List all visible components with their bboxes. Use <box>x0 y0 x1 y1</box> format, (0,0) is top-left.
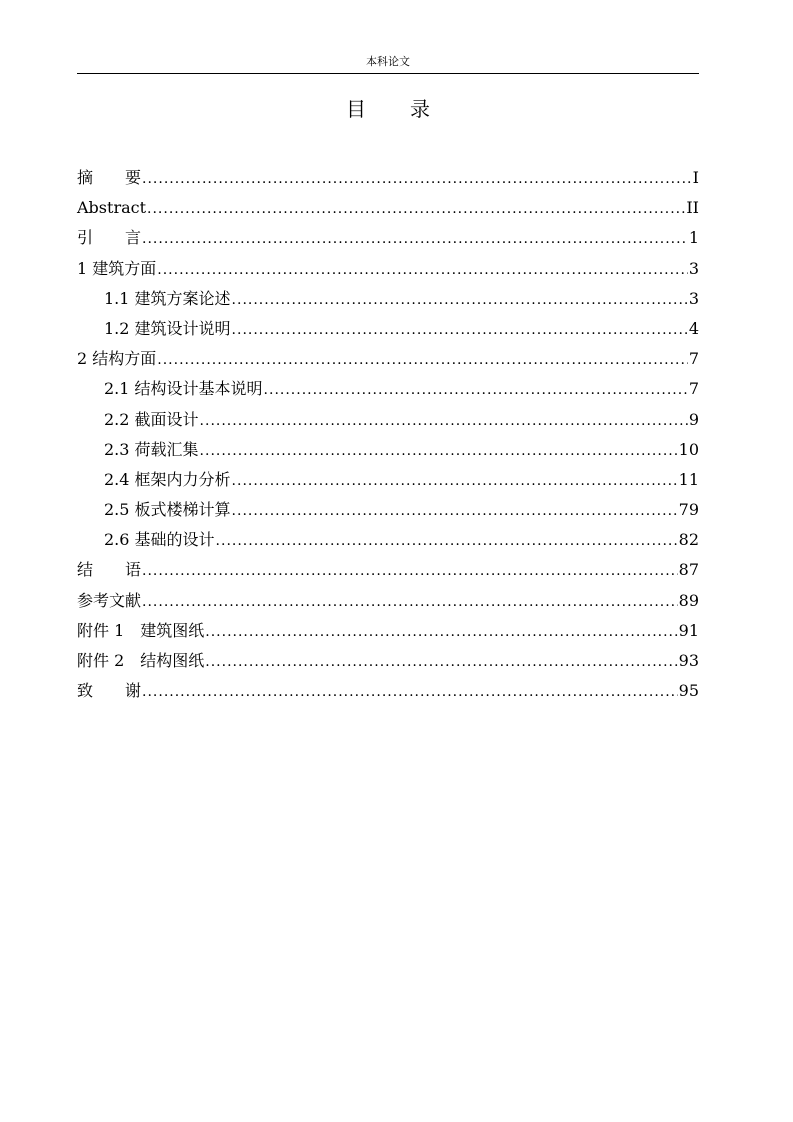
toc-entry-label: 1.2 建筑设计说明 <box>104 318 231 338</box>
toc-leader-dots <box>142 224 688 254</box>
toc-entry[interactable] <box>77 163 699 193</box>
toc-entry-page-number: 1 <box>688 228 699 248</box>
toc-entry[interactable] <box>77 223 699 253</box>
toc-entry-label: 引 言 <box>77 228 142 248</box>
toc-entry-label: 1 建筑方面 <box>77 258 157 278</box>
toc-entry[interactable] <box>77 405 699 435</box>
toc-leader-dots <box>232 315 688 345</box>
toc-entry-page-number: 7 <box>688 349 699 369</box>
toc-entry-label: 2.4 框架内力分析 <box>104 469 231 489</box>
toc-entry-label: 2.2 截面设计 <box>104 409 199 429</box>
toc-entry[interactable] <box>77 193 699 223</box>
toc-entry-page-number: 3 <box>688 258 699 278</box>
toc-entry-label: 2.1 结构设计基本说明 <box>104 379 263 399</box>
toc-entry[interactable] <box>77 465 699 495</box>
toc-leader-dots <box>216 526 678 556</box>
toc-entry-page-number: 4 <box>688 318 699 338</box>
title-char-1: 目 <box>346 97 366 121</box>
toc-entry-page-number: 95 <box>678 681 699 701</box>
toc-entry-page-number: 89 <box>678 590 699 610</box>
toc-leader-dots <box>147 194 685 224</box>
toc-leader-dots <box>200 436 678 466</box>
toc-leader-dots <box>264 375 688 405</box>
toc-leader-dots <box>232 466 678 496</box>
toc-leader-dots <box>205 647 677 677</box>
toc-entry-page-number: 9 <box>688 409 699 429</box>
toc-entry[interactable] <box>77 586 699 616</box>
toc-entry-label: 附件 1 建筑图纸 <box>77 620 205 640</box>
header-rule <box>77 73 699 74</box>
toc-entry-label: 结 语 <box>77 560 142 580</box>
toc-entry[interactable] <box>77 495 699 525</box>
toc-entry-label: 1.1 建筑方案论述 <box>104 288 231 308</box>
toc-leader-dots <box>142 556 678 586</box>
toc-entry[interactable] <box>77 525 699 555</box>
toc-leader-dots <box>232 496 678 526</box>
toc-entry-page-number: 82 <box>678 530 699 550</box>
running-header: 本科论文 <box>366 55 410 68</box>
toc-entry-label: 摘 要 <box>77 168 142 187</box>
toc-entry-label: 2.3 荷载汇集 <box>104 439 199 459</box>
toc-entry[interactable] <box>77 676 699 706</box>
toc-entry[interactable] <box>77 254 699 284</box>
title-char-2: 录 <box>410 97 430 121</box>
toc-entry[interactable] <box>77 555 699 585</box>
toc-entry-label: 2 结构方面 <box>77 349 157 369</box>
toc-leader-dots <box>157 345 688 375</box>
toc-entry[interactable] <box>77 616 699 646</box>
toc-entry[interactable] <box>77 344 699 374</box>
toc-entry-label: 附件 2 结构图纸 <box>77 651 205 670</box>
toc-leader-dots <box>142 677 678 707</box>
toc-leader-dots <box>200 406 688 436</box>
toc-leader-dots <box>142 164 692 194</box>
toc-entry-page-number: 11 <box>678 469 699 489</box>
toc-entry-label: 参考文献 <box>77 590 142 610</box>
toc-entry-label: 2.6 基础的设计 <box>104 530 215 550</box>
toc-entry-page-number: I <box>692 168 699 187</box>
table-of-contents <box>77 163 699 706</box>
toc-entry-page-number: 10 <box>678 439 699 459</box>
toc-entry[interactable] <box>77 314 699 344</box>
toc-leader-dots <box>142 587 678 617</box>
toc-entry[interactable] <box>77 646 699 676</box>
toc-entry[interactable] <box>77 284 699 314</box>
toc-entry-page-number: 79 <box>678 500 699 520</box>
toc-entry[interactable] <box>77 374 699 404</box>
toc-leader-dots <box>157 255 688 285</box>
toc-leader-dots <box>232 285 688 315</box>
toc-entry-page-number: 93 <box>678 651 699 670</box>
toc-entry-label: 2.5 板式楼梯计算 <box>104 500 231 520</box>
toc-entry-page-number: II <box>686 198 699 218</box>
toc-entry-page-number: 3 <box>688 288 699 308</box>
toc-entry-label: Abstract <box>77 198 147 218</box>
toc-entry-page-number: 91 <box>678 620 699 640</box>
toc-entry-label: 致 谢 <box>77 681 142 701</box>
toc-leader-dots <box>205 617 677 647</box>
page-title <box>77 96 699 122</box>
toc-entry-page-number: 87 <box>678 560 699 580</box>
toc-entry-page-number: 7 <box>688 379 699 399</box>
toc-entry[interactable] <box>77 435 699 465</box>
